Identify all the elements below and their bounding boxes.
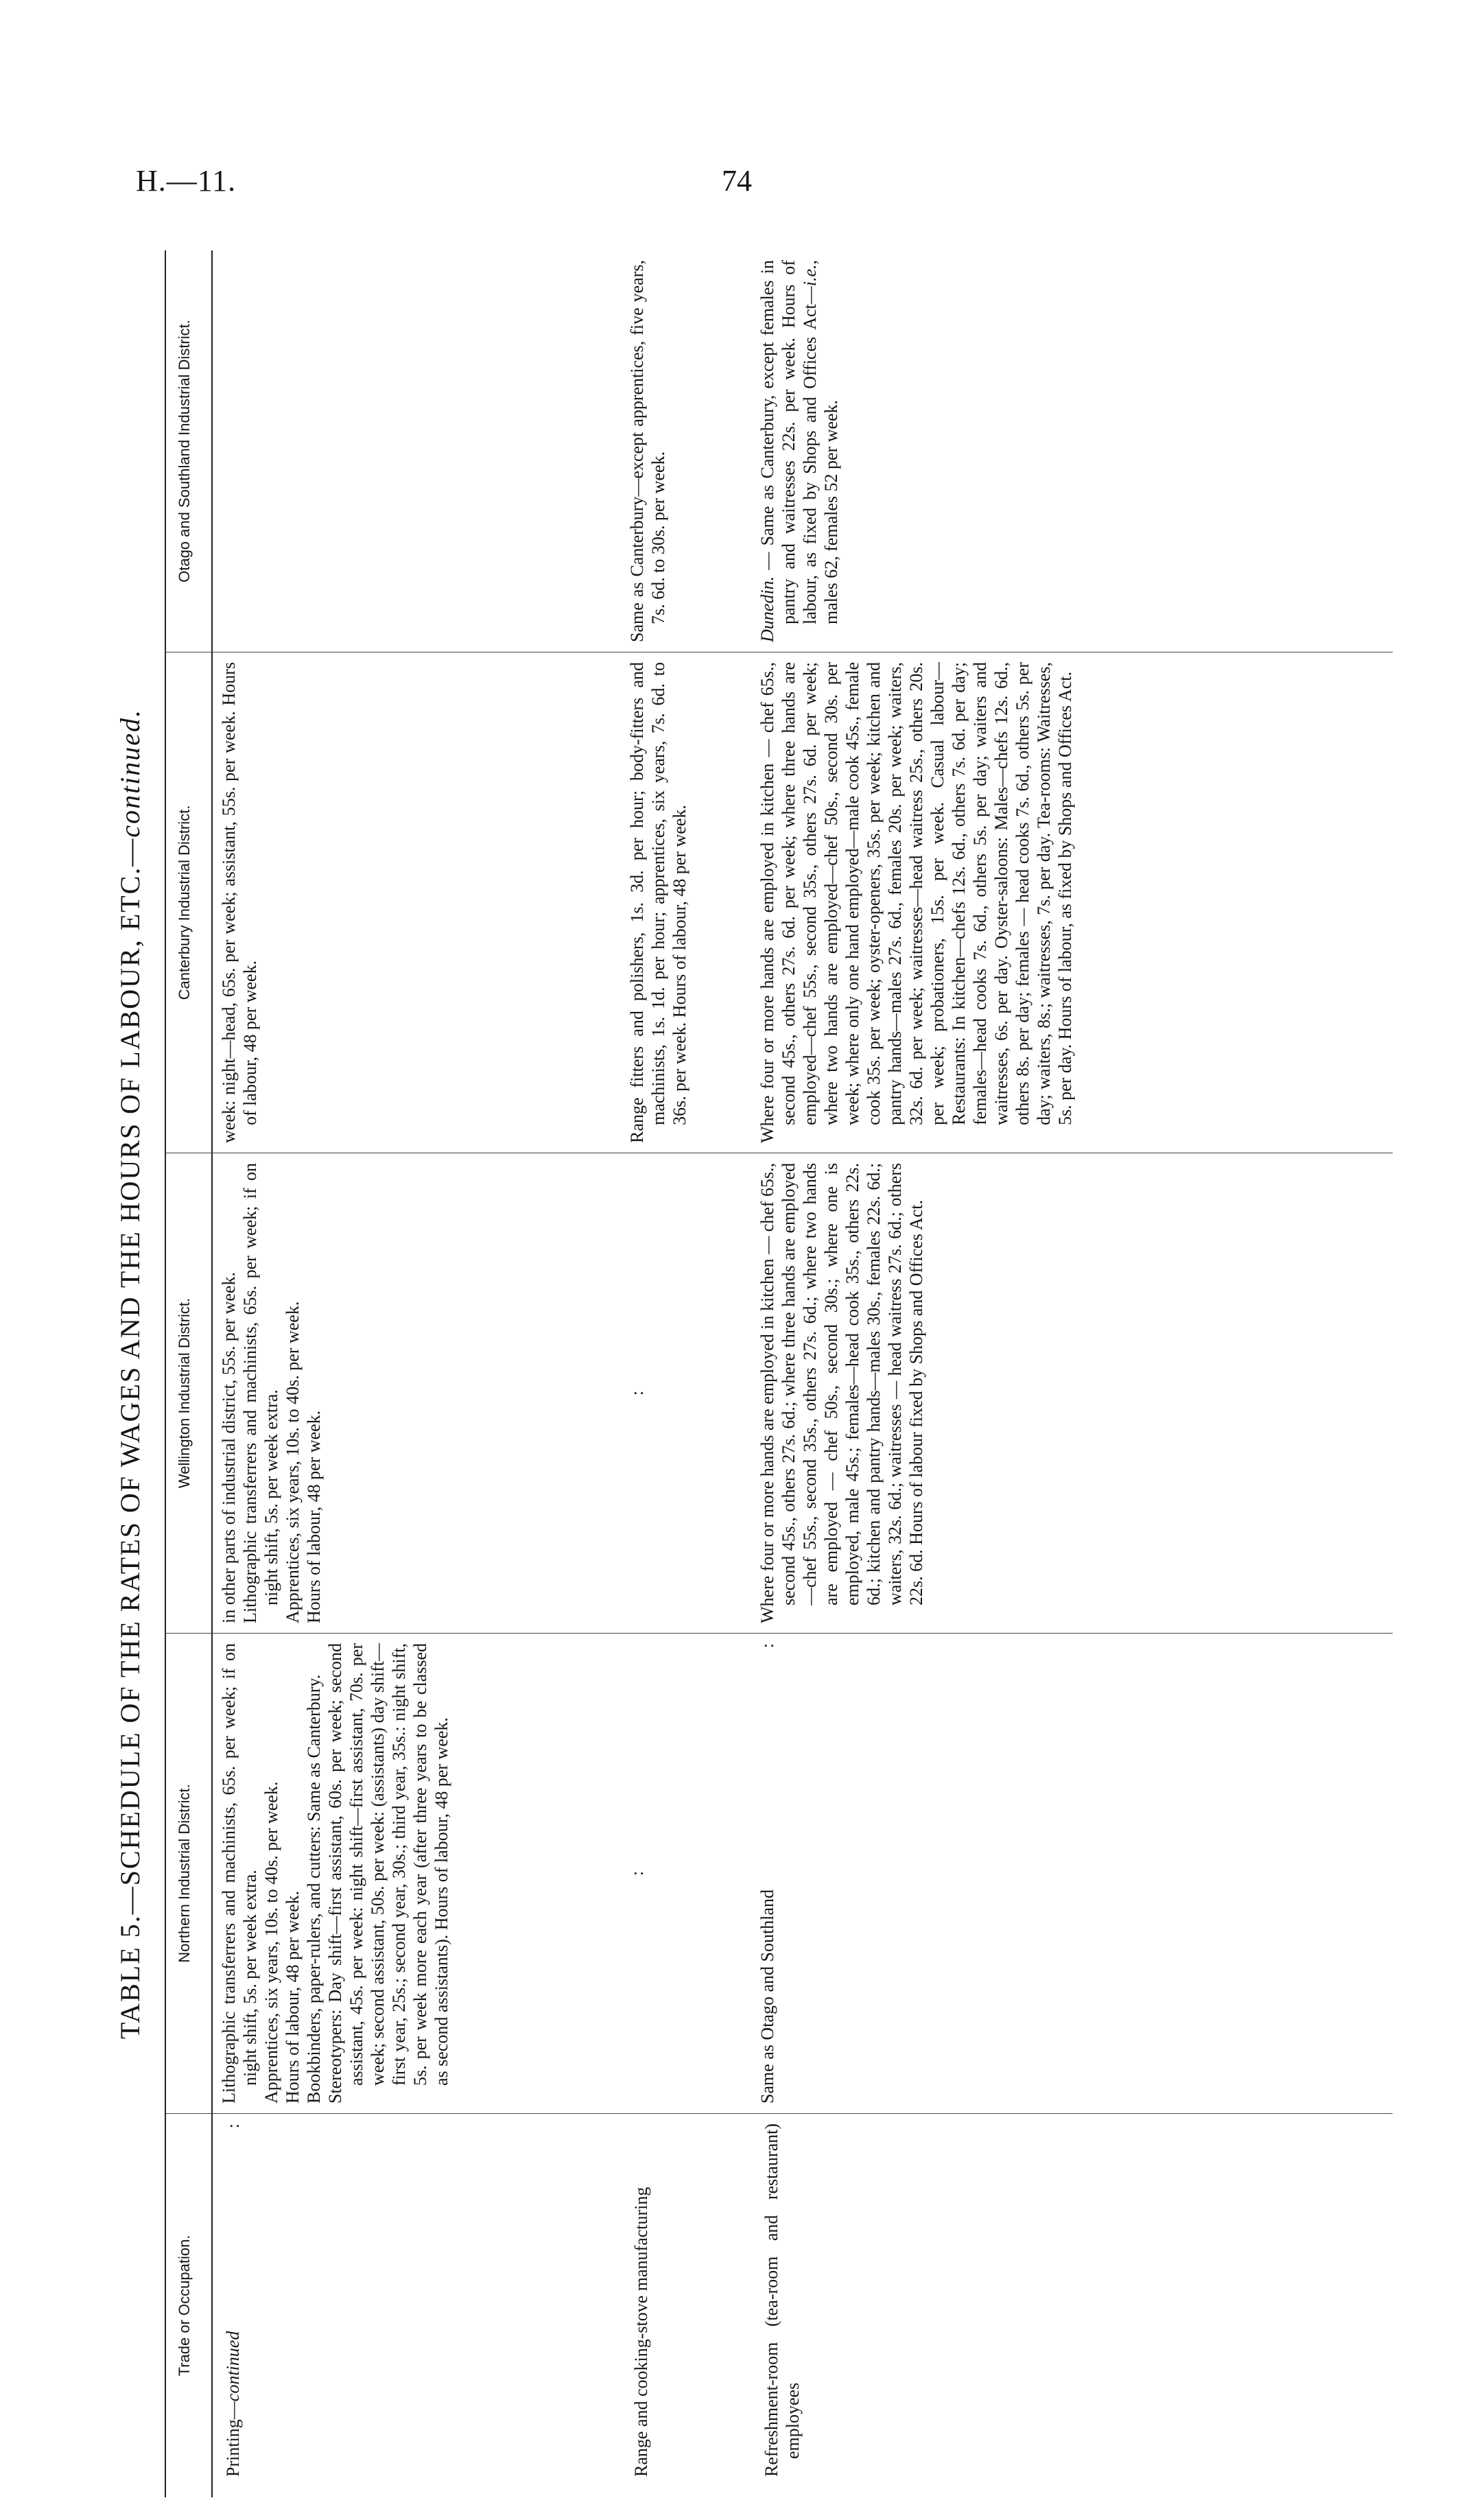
range-otago-entry: Same as Canterbury—except apprentices, five years, 7s. 6d. to 30s. per week. <box>627 260 668 642</box>
range-canterbury-entry: Range fitters and polishers, 1s. 3d. per hour; body-fitters and machinists, 1s. 1d. per hour; apprentices, six years, 7s. 6d. to 36s. per week. Hours of labour, 48 per week. <box>627 662 689 1143</box>
refreshment-canterbury-entry: Where four or more hands are employed in kitchen — chef 65s., second 45s., others 27s. 6d. per week; where three hands are employed—chef 55s., second 35s., others 27s. 6d. per week; where two hands are employed—chef 50s., second 30s. per week; where only one hand employed—male cook 45s., female cook 35s. per week; oyster-openers, 35s. per week; kitchen and pantry hands—males 27s. 6d., females 20s. per week; waiters, 32s. 6d. per week; waitresses—head waitress 25s., others 20s. per week; probationers, 15s. per week. Casual labour—Restaurants: In kitchen—chefs 12s. 6d., others 7s. 6d. per day; females—head cooks 7s. 6d., others 5s. per day; waiters and waitresses, 6s. per day. Oyster-saloons: Males—chefs 12s. 6d., others 8s. per day; females — head cooks 7s. 6d., others 5s. per day; waiters, 8s.; waitresses, 7s. per day. Tea-rooms: Waitresses, 5s. per day. Hours of labour, as fixed by Shops and Offices Act. <box>757 662 1075 1143</box>
trade-name: Printing— <box>223 2401 243 2477</box>
printing-otago-cell <box>213 250 621 652</box>
leader-dots: : <box>757 1643 777 1649</box>
column-header-northern: Northern Industrial District. <box>165 1633 213 2113</box>
printing-northern-cell <box>213 1633 621 2113</box>
column-header-otago: Otago and Southland Industrial District. <box>165 250 213 652</box>
printing-northern-entry: Bookbinders, paper-rulers, and cutters: Same as Canterbury. <box>304 1674 324 2104</box>
table-row-refreshment-trade <box>751 2113 1393 2497</box>
leader-dots: : <box>627 1390 647 1396</box>
printing-wellington-entry: in other parts of industrial district, 55s. per week. <box>219 1272 239 1623</box>
refreshment-northern-cell <box>751 1633 1393 2113</box>
otago-text: — Same as Canterbury, except females in pantry and waitresses 22s. per week. Hours of labour, as fixed by Shops and Offices Act— <box>757 260 820 624</box>
refreshment-wellington-cell <box>751 1153 1393 1633</box>
trade-continued: continued <box>223 2331 243 2402</box>
printing-wellington-entry: Hours of labour, 48 per week. <box>304 1410 324 1623</box>
table-title-continued: continued. <box>115 708 145 838</box>
printing-wellington-entry: Lithographic transferrers and machinists, 65s. per week; if on night shift, 5s. per week extra. <box>240 1163 281 1623</box>
otago-tail: , males 62, females 52 per week. <box>800 260 841 624</box>
page-number: 74 <box>722 164 752 198</box>
column-header-canterbury: Canterbury Industrial District. <box>165 652 213 1153</box>
table-row-range-trade <box>621 2113 751 2497</box>
document-code: H.—11. <box>136 164 237 198</box>
printing-northern-entry: Lithographic transferrers and machinists, 65s. per week; if on night shift, 5s. per week extra. <box>219 1643 260 2104</box>
printing-wellington-cell <box>213 1153 621 1633</box>
column-header-trade: Trade or Occupation. <box>165 2113 213 2497</box>
printing-wellington-entry: Apprentices, six years, 10s. to 40s. per week. <box>283 1301 303 1623</box>
printing-canterbury-entry: week: night—head, 65s. per week; assistant, 55s. per week. Hours of labour, 48 per week. <box>219 662 260 1143</box>
table-row-printing-trade <box>213 2113 621 2497</box>
printing-northern-entry: Hours of labour, 48 per week. <box>283 1890 303 2104</box>
range-otago-cell <box>621 250 751 652</box>
trade-name: Range and cooking-stove manufacturing <box>631 2187 651 2477</box>
refreshment-otago-cell <box>751 250 1393 652</box>
refreshment-canterbury-cell <box>751 652 1393 1153</box>
refreshment-northern-entry: Same as Otago and Southland <box>757 1889 777 2104</box>
printing-canterbury-cell <box>213 652 621 1153</box>
column-header-wellington: Wellington Industrial District. <box>165 1153 213 1633</box>
range-northern-cell <box>621 1633 751 2113</box>
refreshment-wellington-entry: Where four or more hands are employed in kitchen — chef 65s., second 45s., others 27s. 6d.; where three hands are employed—chef 55s., second 35s., others 27s. 6d.; where two hands are employed — chef 50s., second 30s.; where one is employed, male 45s.; females—head cook 35s., others 22s. 6d.; kitchen and pantry hands—males 30s., females 22s. 6d.; waiters, 32s. 6d.; waitresses — head waitress 27s. 6d.; others 22s. 6d. Hours of labour fixed by Shops and Offices Act. <box>757 1163 926 1623</box>
trade-name: Refreshment-room (tea-room and restaurant) employees <box>762 2123 803 2477</box>
leader-dots: : <box>627 1870 647 1876</box>
range-canterbury-cell <box>621 652 751 1153</box>
rotated-table-sheet <box>99 250 1393 2497</box>
place-name: Dunedin. <box>757 576 777 642</box>
leader-dots: : <box>223 2123 243 2129</box>
table-title-text: TABLE 5.—SCHEDULE OF THE RATES OF WAGES AND THE HOURS OF LABOUR, ETC.— <box>115 837 145 2040</box>
printing-northern-entry: Stereotypers: Day shift—first assistant, 60s. per week; second assistant, 45s. per week: night shift—first assistant, 70s. per week; second assistant, 50s. per week: (assistants) day shift—first year, 25s.; second year, 30s.; third year, 35s.: night shift, 5s. per week more each year (after three years to be classed as second assistants). Hours of labour, 48 per week. <box>325 1643 451 2104</box>
printing-northern-entry: Apprentices, six years, 10s. to 40s. per week. <box>261 1781 281 2104</box>
range-wellington-cell <box>621 1153 751 1633</box>
table-title <box>99 250 161 2497</box>
wages-table <box>165 250 1393 2497</box>
otago-ie: i.e. <box>800 264 820 287</box>
refreshment-otago-entry <box>757 260 842 642</box>
